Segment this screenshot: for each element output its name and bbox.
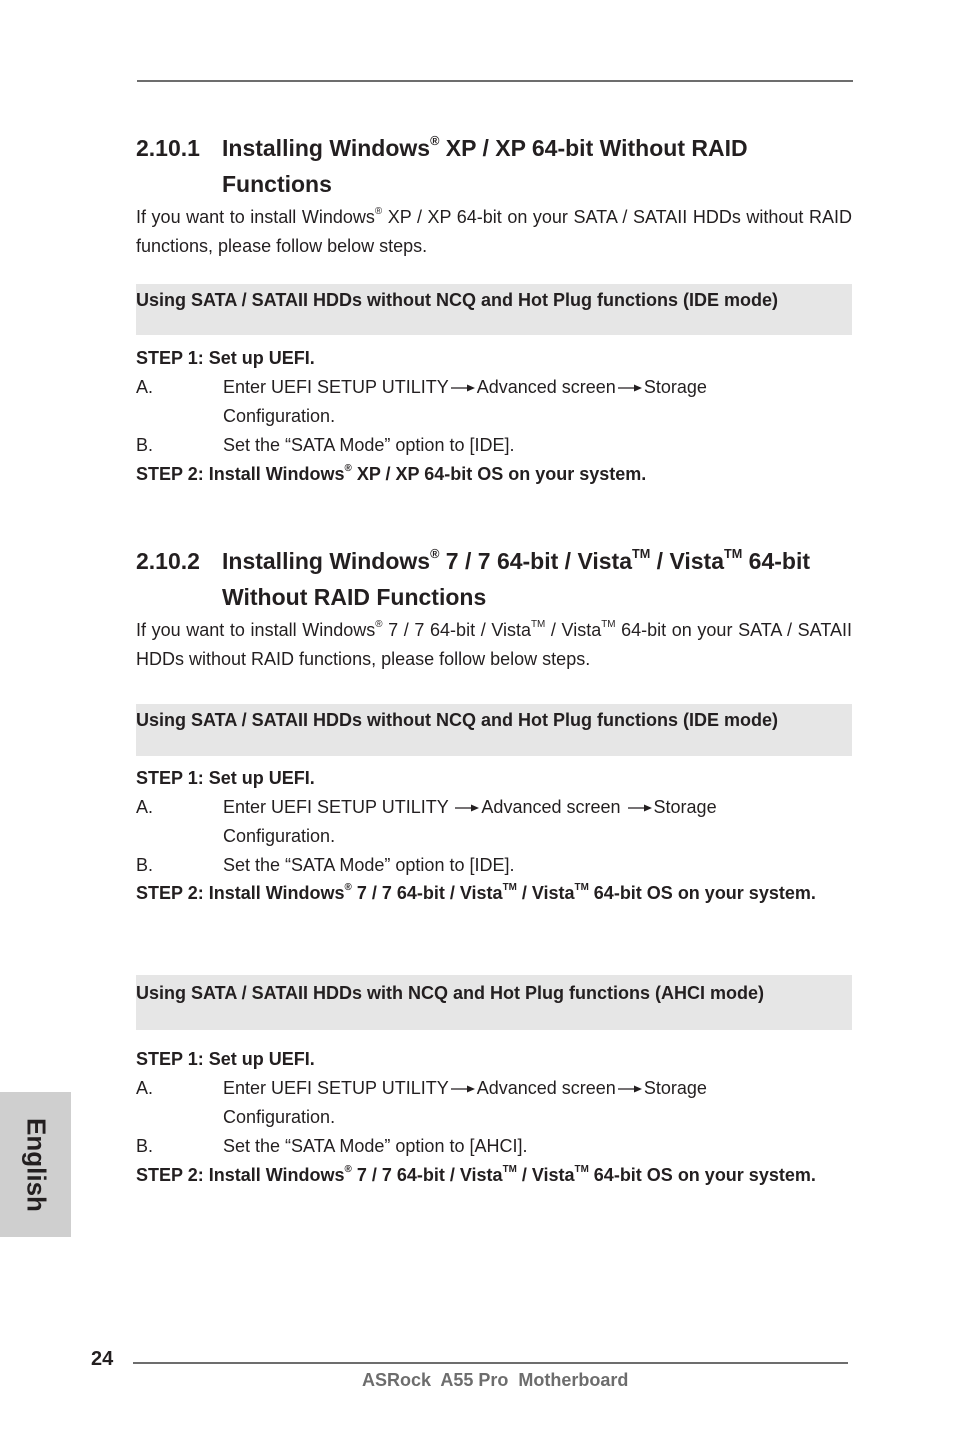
arrow-right-icon [618,383,642,393]
item-text: Set the “SATA Mode” option to [AHCI]. [223,1136,528,1156]
item-letter: A. [136,1078,154,1098]
item-text-part: Storage Configuration. [223,797,717,846]
step-2-label: STEP 2: Install Windows® XP / XP 64-bit OS on your system. [136,463,647,484]
item-text-part: Storage Configuration. [223,1078,707,1127]
mode-band-ide [136,284,852,335]
step-2-label: STEP 2: Install Windows® 7 / 7 64-bit / Vista™ / Vista™ 64-bit OS on your system. [136,882,816,903]
arrow-right-icon [618,1084,642,1094]
item-text-part: Storage Configuration. [223,377,707,426]
step-item-b [136,851,852,880]
arrow-right-icon [455,803,479,813]
page-number: 24 [91,1348,114,1370]
section-heading-2-10-2 [136,543,852,615]
item-letter: B. [136,435,154,455]
section-intro: If you want to install Windows® 7 / 7 64-bit / Vista™ / Vista™ 64-bit on your SATA / SATAII HDDs without RAID functions, please follow below steps. [136,619,853,669]
mode-band-ahci [136,975,852,1030]
item-letter: B. [136,855,154,875]
step-1-label: STEP 1: Set up UEFI. [136,768,315,788]
item-text [223,1074,783,1132]
mode-band-ide [136,704,852,756]
section-heading-2-10-1 [136,130,852,202]
section-title: Installing Windows® XP / XP 64-bit Without RAID Functions [222,133,748,197]
band-label: Using SATA / SATAII HDDs without NCQ and Hot Plug functions (IDE mode) [136,710,778,730]
footer-product-name [362,1370,628,1391]
top-rule [137,80,853,82]
section-number: 2.10.1 [136,135,200,161]
section-number: 2.10.2 [136,548,200,574]
item-letter: A. [136,377,154,397]
item-text [223,793,783,851]
section-intro: If you want to install Windows® XP / XP 64-bit on your SATA / SATAII HDDs without RAID functions, please follow below steps. [136,206,852,256]
item-text: Set the “SATA Mode” option to [IDE]. [223,435,515,455]
arrow-right-icon [451,383,475,393]
item-text-part: Enter UEFI SETUP UTILITY [223,797,449,817]
item-text [223,373,783,431]
footer-text: ASRock A55 Pro Motherboard [362,1370,629,1390]
section-title: Installing Windows® 7 / 7 64-bit / Vista™ / Vista™ 64-bit Without RAID Functions [222,546,811,610]
arrow-right-icon [451,1084,475,1094]
step-item-b [136,431,852,460]
item-letter: A. [136,797,154,817]
item-text-part: Advanced screen [476,1078,616,1098]
arrow-right-icon [628,803,652,813]
step-item-a [136,793,852,851]
language-tab-label: English [21,1117,51,1212]
band-label: Using SATA / SATAII HDDs without NCQ and Hot Plug functions (IDE mode) [136,290,778,310]
item-text-part: Advanced screen [476,377,616,397]
step-item-a [136,373,852,431]
step-2-label: STEP 2: Install Windows® 7 / 7 64-bit / Vista™ / Vista™ 64-bit OS on your system. [136,1164,816,1185]
item-text-part: Enter UEFI SETUP UTILITY [223,377,449,397]
step-item-b [136,1132,852,1161]
item-letter: B. [136,1136,154,1156]
item-text-part: Advanced screen [481,797,621,817]
footer-rule [133,1362,848,1364]
item-text-part: Enter UEFI SETUP UTILITY [223,1078,449,1098]
item-text: Set the “SATA Mode” option to [IDE]. [223,855,515,875]
step-1-label: STEP 1: Set up UEFI. [136,348,315,368]
band-label: Using SATA / SATAII HDDs with NCQ and Hot Plug functions (AHCI mode) [136,983,764,1003]
language-tab [0,1092,71,1237]
step-1-label: STEP 1: Set up UEFI. [136,1049,315,1069]
step-item-a [136,1074,852,1132]
